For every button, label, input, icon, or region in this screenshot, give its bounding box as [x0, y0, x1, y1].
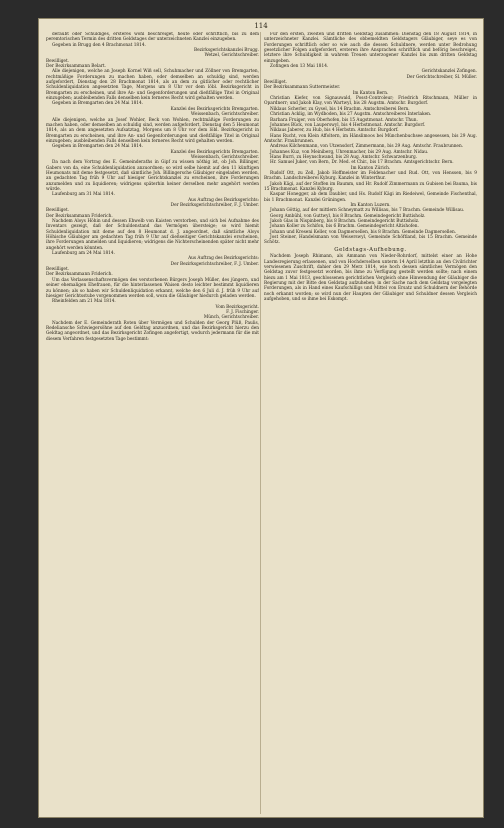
right-paragraph: Hans Rucht, von Klein Affoltern, im Hänslimoos bei Münchenbuchsee angesessen, bis 29 Aug. Amtschr. Fraubrunnen.: [264, 133, 477, 144]
right-paragraph: Johann Göttig, auf der mittlern Schneymatt zu Willisau, bis 7 Brachm. Gemeinde Willisau.: [270, 208, 465, 214]
right-paragraph: Jost Steiner, Handelsmann von Weiserswyl, Gemeinde Schöftland, bis 15 Brachm. Gemeinde Schötz.: [264, 235, 477, 246]
right-paragraph: Georg Ambühl, von Guttwyl, bis 8 Brachm. Gemeindegericht Buttisholz.: [270, 213, 426, 219]
right-paragraph: Der Gerichtschreiber, Sl. Müller.: [406, 74, 477, 80]
right-paragraph: Rudolf Ott, zu Zell, Jakob Hoffmeister im Feldenacher und Rud. Ott, von Henssen, bis 9 Brachm. Landschreiberei Kyburg. Kanzlei in Winterthur.: [264, 170, 477, 182]
right-paragraph: Gerichtskanzlei Zofingen.: [421, 69, 477, 75]
left-paragraph: Kanzlei des Bezirksgerichts Bremgarten.: [170, 106, 259, 112]
left-paragraph: Der Bezirksammann Belart.: [46, 64, 106, 70]
left-paragraph: Gegeben in Brugg den 4 Brachmonat 1814.: [52, 42, 146, 48]
right-paragraph: Bewilliget.: [264, 80, 288, 86]
right-paragraph: Im Kanton Luzern.: [350, 203, 391, 208]
left-paragraph: Alle diejenigen, welche an Josef Wohler, Beck von Wohlen, rechtmäßige Forderungen zu machen haben, oder demselben an schuldig sind, werden aufgefordert, Dienstag den 5 Heumonat 1814, als an dem angesetzten Aufsatztag, Morgens um 8 Uhr vor dem löbl. Bezirksgericht in Bremgarten zu erscheinen, und ihre An- und Gegenforderungen und dießfällige Titel in Original einzugeben; ausbleibenden Falls denselben kein ferneres Recht wird gehalten werden.: [46, 117, 259, 144]
right-paragraph: Johannes Kuz, von Meiniberg, Uhrenmacher, bis 29 Aug. Amtschr. Nidau.: [270, 149, 429, 155]
right-paragraph: Im Kanton Bern.: [352, 90, 389, 96]
right-paragraph: Jakob Kägi, auf der Stoffen im Baumm, und Hr. Rudolf Zimmermann zu Gubisen bei Bauma, bis 15 Brachmonat. Kanzlei Kyburg.: [264, 181, 477, 192]
right-paragraph: Für den ersten, zweiten und dritten Geldstag zusammen: Dienstag den 18 August 1814, in unterzeichneter Kanzlei. Sämtliche des obbemeldten Geldstagers Gläubiger, seye es von Forderungen schriftlich oder so wie auch die dessen Schuldnere, werden unter Bedrohung gesetzlicher Folgen aufgefordert, ersteren ihre Ansprachen schriftlich und beförig beschreiget, letztere ihre Schuldigkeit in wahrem Treuen unterzogener Kanzlei bis zum dritten Geldstag einzugeben.: [264, 32, 477, 64]
left-paragraph: Bewilliget.: [46, 58, 70, 64]
left-paragraph: Alle diejenigen, welche an Joseph Kornel Wiß sell, Schuhmacher und Zöllner von Bremgarten, rechtmäßige Forderungen zu machen haben, oder demselben an schuldig sind, werden aufgefordert, Dienstag den 28 Brachmonat 1814, als an dem zu gütlicher oder rechtlicher Schuldenliquidation angesetzten Tage, Morgens um 8 Uhr vor dem löbl. Bezirksgericht in Bremgarten zu erscheinen, und ihre An- und Gegenforderungen und dießfällige Titel in Original einzugeben; ausbleibenden Falls denselben kein ferneres Recht wird gehalten werden.: [46, 69, 259, 102]
left-paragraph: Aus Auftrag des Bezirksgerichts:: [188, 256, 259, 262]
left-paragraph: Bewilliget.: [46, 208, 70, 214]
left-paragraph: F. J. Fischinger.: [226, 309, 259, 315]
left-paragraph: Bezirksgerichtskanzlei Brugg.: [193, 48, 259, 54]
right-paragraph: Im Kanton Zürich.: [350, 165, 391, 171]
left-paragraph: Gegeben in Bremgarten den 24 Mai 1814.: [52, 101, 144, 107]
left-column: [46, 32, 259, 814]
right-paragraph: Niklaus Scherler, zu Gysel, bis 14 Brachm. Amtschreiberei Bern.: [270, 106, 410, 112]
left-paragraph: Nachdem der E. Gemeinderath Roten über Vermögen und Schulden der Georg Plüß, Paulis, Redeliansche Schwiegersöhne auf den Geldtag anzuordnen, und das Bezirksgericht hierzu den Geldtag angeordnet, und das Bezirksgericht Zofingen angefertigt, wodurch jedermann für die mit diesem Verfahren festgesetzten Tage bestimmt:: [46, 320, 259, 342]
left-paragraph: Laufenburg am 24 Mai 1814.: [52, 251, 115, 257]
right-paragraph: Kaspar Honegger, ab dem Daubler, und Hs. Rudolf Kägi im Riedeiwel, Gemeinde Fischenthal, bis 1 Brachmonat. Kanzlei Grüningen.: [264, 192, 477, 203]
right-paragraph: Hr. Samuel Juker, von Bern, Dr. Med. et Chir., bis 17 Brachm. Amtsgerichtschr. Bern.: [270, 160, 454, 166]
right-paragraph: Andreas Kilchenmann, von Utzensdorf, Zimmermann, bis 29 Aug. Amtschr. Fraubrunnen.: [270, 144, 464, 150]
left-paragraph: Weissenbach, Gerichtschreiber.: [190, 112, 259, 118]
right-paragraph: Geldstags-Aufhebung.: [334, 246, 407, 253]
left-paragraph: Rheinfelden am 21 Mai 1814.: [52, 299, 116, 305]
right-paragraph: Jakob Glas in Nispinberg, bis 8 Brachm. Gemeindegericht Buttisholz.: [270, 219, 420, 225]
page-number: 114: [254, 22, 268, 30]
left-paragraph: Bewilliget.: [46, 267, 70, 273]
left-paragraph: Wetzel, Gerichtschreiber.: [204, 53, 259, 59]
right-paragraph: Der Bezirksammann Suttermeister.: [264, 85, 341, 91]
right-paragraph: Nachdem Joseph Rhimann, als Ammann von Nieder-Rohrdorf, mittelst einer an Hohe Landesregierung erlassenen, und von Hochderselben unterm 14 April letzthin an den Civilrichter verwiesenen Zuschrift, dahier den 29 Merz 1814, wie hoch dessen sämtliches Vermögen den Geldstag zuvor festgesetzt worden, bis ihme zu Verfügung gestellt werden sollte; nach einem hiezu am 1 Mai 1813, geschlossenen gerichtlichen Vergleich ohne Hinwendung der Gläubiger die Regierung mit der Bitte den Geldstag aufzuheben; in der Sache nach dem Geldstag vorgelegten Forderungen, als in Hand eines Kaufschilligs und Mittel von Ersatz und Schuldnern der Behörde noch erkannt worden; so wird nun der Haupten der Gläubiger und Schuldner dessen Vergleich aufgehoben, und so ihme bei Eskompt.: [264, 254, 477, 303]
left-paragraph: Kanzlei des Bezirksgerichts Bremgarten.: [170, 149, 259, 155]
right-paragraph: Johann und Kreseni Keller, von Dagmersellen, bis 8 Brachm. Gemeinde Dagmersellen.: [270, 229, 457, 235]
left-paragraph: Der Bezirksammann Friderich.: [46, 213, 113, 219]
left-paragraph: Der Bezirksgerichtschreiber, F. J. Umber.: [170, 203, 259, 208]
left-paragraph: Aus Auftrag des Bezirksgerichts:: [188, 197, 259, 203]
column-divider: [260, 32, 261, 814]
left-paragraph: Gegeben in Bremgarten den 24 Mai 1814.: [52, 144, 144, 150]
left-paragraph: Weissenbach, Gerichtschreiber.: [190, 154, 259, 160]
left-paragraph: Da nach dem Vortrag des E. Gemeinderaths in Gipf zu wissen nöthig ist, ob Joh. Billinger, Gabers von da, eine Schuldenliquidation anzuordnen; so wird selbe hiemit auf den 11 künftigen Heumonats mit deme festgesetzt, daß sämtliche Joh. Billingersche Gläubiger eingeladen werden, an gedachten Tag früh 9 Uhr auf hiesiger Gerichtskanzlei zu erscheinen, ihre Forderungen anzumelden und zu liquidieren; widrigens späterhin keiner derselben mehr angehört werden würde.: [46, 160, 259, 192]
right-paragraph: Johannes Bück, von Lauperswyl, bis 4 Herbstmonat. Amtschr. Burgdorf.: [270, 122, 426, 128]
left-paragraph: Nachdem Aloys Höhin und dessen Ehwelb von Kaisten verstorben, und sich bei Aufnahme des Inventars gezeigt, daß der Schuldenstand das Vermögen übersteige; so wird hiemit Schuldenliquidation mit deme auf den 8 Heumonat d. J. angeordnet, daß sämtliche Aloys Höhische Gläubiger am gedachten Tag früh 9 Uhr auf dießseitiger Gerichtskanzlei erscheinen, ihre Forderungen anmelden und liquidieren; widrigens die Nichterscheinenden später nicht mehr angehört werden könnten.: [46, 219, 259, 251]
right-paragraph: Christian Acklig, im Wydboden, bis 27 Augstm. Amtschreiberei Interlaken.: [270, 112, 432, 118]
left-paragraph: Der Bezirksgerichtschreiber, F. J. Umber.: [170, 261, 259, 267]
right-paragraph: Niklaus Jaberer, zu Hub, bis 4 Herbstm. Amtschr. Burgdorf.: [270, 128, 399, 134]
right-column: [264, 32, 477, 814]
newspaper-page: [38, 18, 484, 818]
left-paragraph: Vom Bezirksgericht.: [215, 304, 259, 310]
left-paragraph: deraubt oder Schuldiges, ersteres wohl beschreiget, heute oder schriftlich, bis zu dem peremtorischen Termin des dritten Geldstages der unterzeichneten Kanzlei einzugeben.: [46, 32, 259, 43]
left-paragraph: Um das Verlassenschaftsvermögen des verstorbenen Bürgers Joseph Müller, des jüngern, und seiner ehemaligen Ehefrauen, für die hinterlassenen Waisen desto leichter bestimmt liquidieren zu können; als so haben wir Schuldenliquidation erkannt, welche den 6 Juli d. J. früh 9 Uhr auf hiesiger Gerichtsstube vorgenommen werden soll, wozu die Gläubiger hiedurch geladen werden.: [46, 277, 259, 299]
left-paragraph: Münch, Gerichtschreiber.: [203, 315, 259, 321]
left-paragraph: Der Bezirksammann Friderich.: [46, 272, 113, 278]
right-paragraph: Barbara Fruiger, von Oberhofen, bis 15 Augstmonat. Amtschr. Thun.: [270, 117, 418, 123]
right-paragraph: Christian Kiefer, von Signauwald, Posst-Controleur; Friedrich Ritschmann, Müller in Opardnerr; und Jakob Klay, von Wartwyl, bis 28 Augstm. Amtschr. Burgdorf.: [264, 96, 477, 107]
right-paragraph: Zofingen den 13 Mai 1814.: [270, 64, 329, 70]
left-paragraph: Laufenburg am 31 Mai 1814.: [52, 192, 115, 198]
right-paragraph: Johann Koller zu Schifon, bis 6 Brachm. Gemeindegericht Altishofen.: [270, 224, 419, 230]
right-paragraph: Hans Burri, zu Heynschwand, bis 28 Aug. Amtschr. Schwarzenburg.: [270, 154, 418, 160]
